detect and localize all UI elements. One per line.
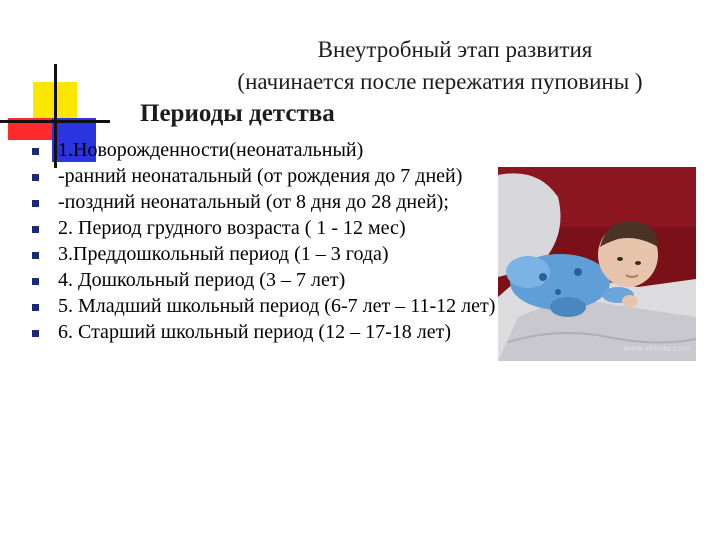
- list-item-text: -ранний неонатальный (от рождения до 7 дней): [58, 165, 463, 187]
- square-bullet-icon: [32, 200, 39, 207]
- list-item-text: 4. Дошкольный период (3 – 7 лет): [58, 269, 346, 291]
- list-item: [28, 269, 498, 292]
- list-item: [28, 321, 498, 344]
- square-bullet-icon: [32, 226, 39, 233]
- square-bullet-icon: [32, 330, 39, 337]
- section-heading: Периоды детства: [140, 100, 335, 127]
- list-item-text: 2. Период грудного возраста ( 1 - 12 мес): [58, 217, 406, 239]
- list-item: [28, 217, 498, 240]
- square-bullet-icon: [32, 304, 39, 311]
- list-item-text: 3.Преддошкольный период (1 – 3 года): [58, 243, 389, 265]
- square-bullet-icon: [32, 148, 39, 155]
- list-item: [28, 165, 498, 188]
- list-item-text: 5. Младший школьный период (6-7 лет – 11-12 лет): [58, 295, 496, 317]
- square-bullet-icon: [32, 278, 39, 285]
- baby-photo: [498, 167, 696, 361]
- list-item-text: 1.Новорожденности(неонатальный): [58, 139, 364, 161]
- title-line-1: Внеутробный этап развития: [317, 37, 593, 62]
- title-line-2: (начинается после пережатия пуповины ): [237, 69, 643, 94]
- periods-list: [28, 139, 498, 347]
- baby-photo-illustration: [498, 167, 696, 361]
- list-item-text: 6. Старший школьный период (12 – 17-18 лет): [58, 321, 451, 343]
- square-bullet-icon: [32, 252, 39, 259]
- slide-title: [130, 34, 710, 98]
- photo-watermark: www.shkola.com: [623, 344, 690, 353]
- decor-horizontal-line: [0, 120, 110, 123]
- list-item-text: -поздний неонатальный (от 8 дня до 28 дней);: [58, 191, 449, 213]
- list-item: [28, 139, 498, 162]
- list-item: [28, 243, 498, 266]
- list-item: [28, 191, 498, 214]
- square-bullet-icon: [32, 174, 39, 181]
- list-item: [28, 295, 498, 318]
